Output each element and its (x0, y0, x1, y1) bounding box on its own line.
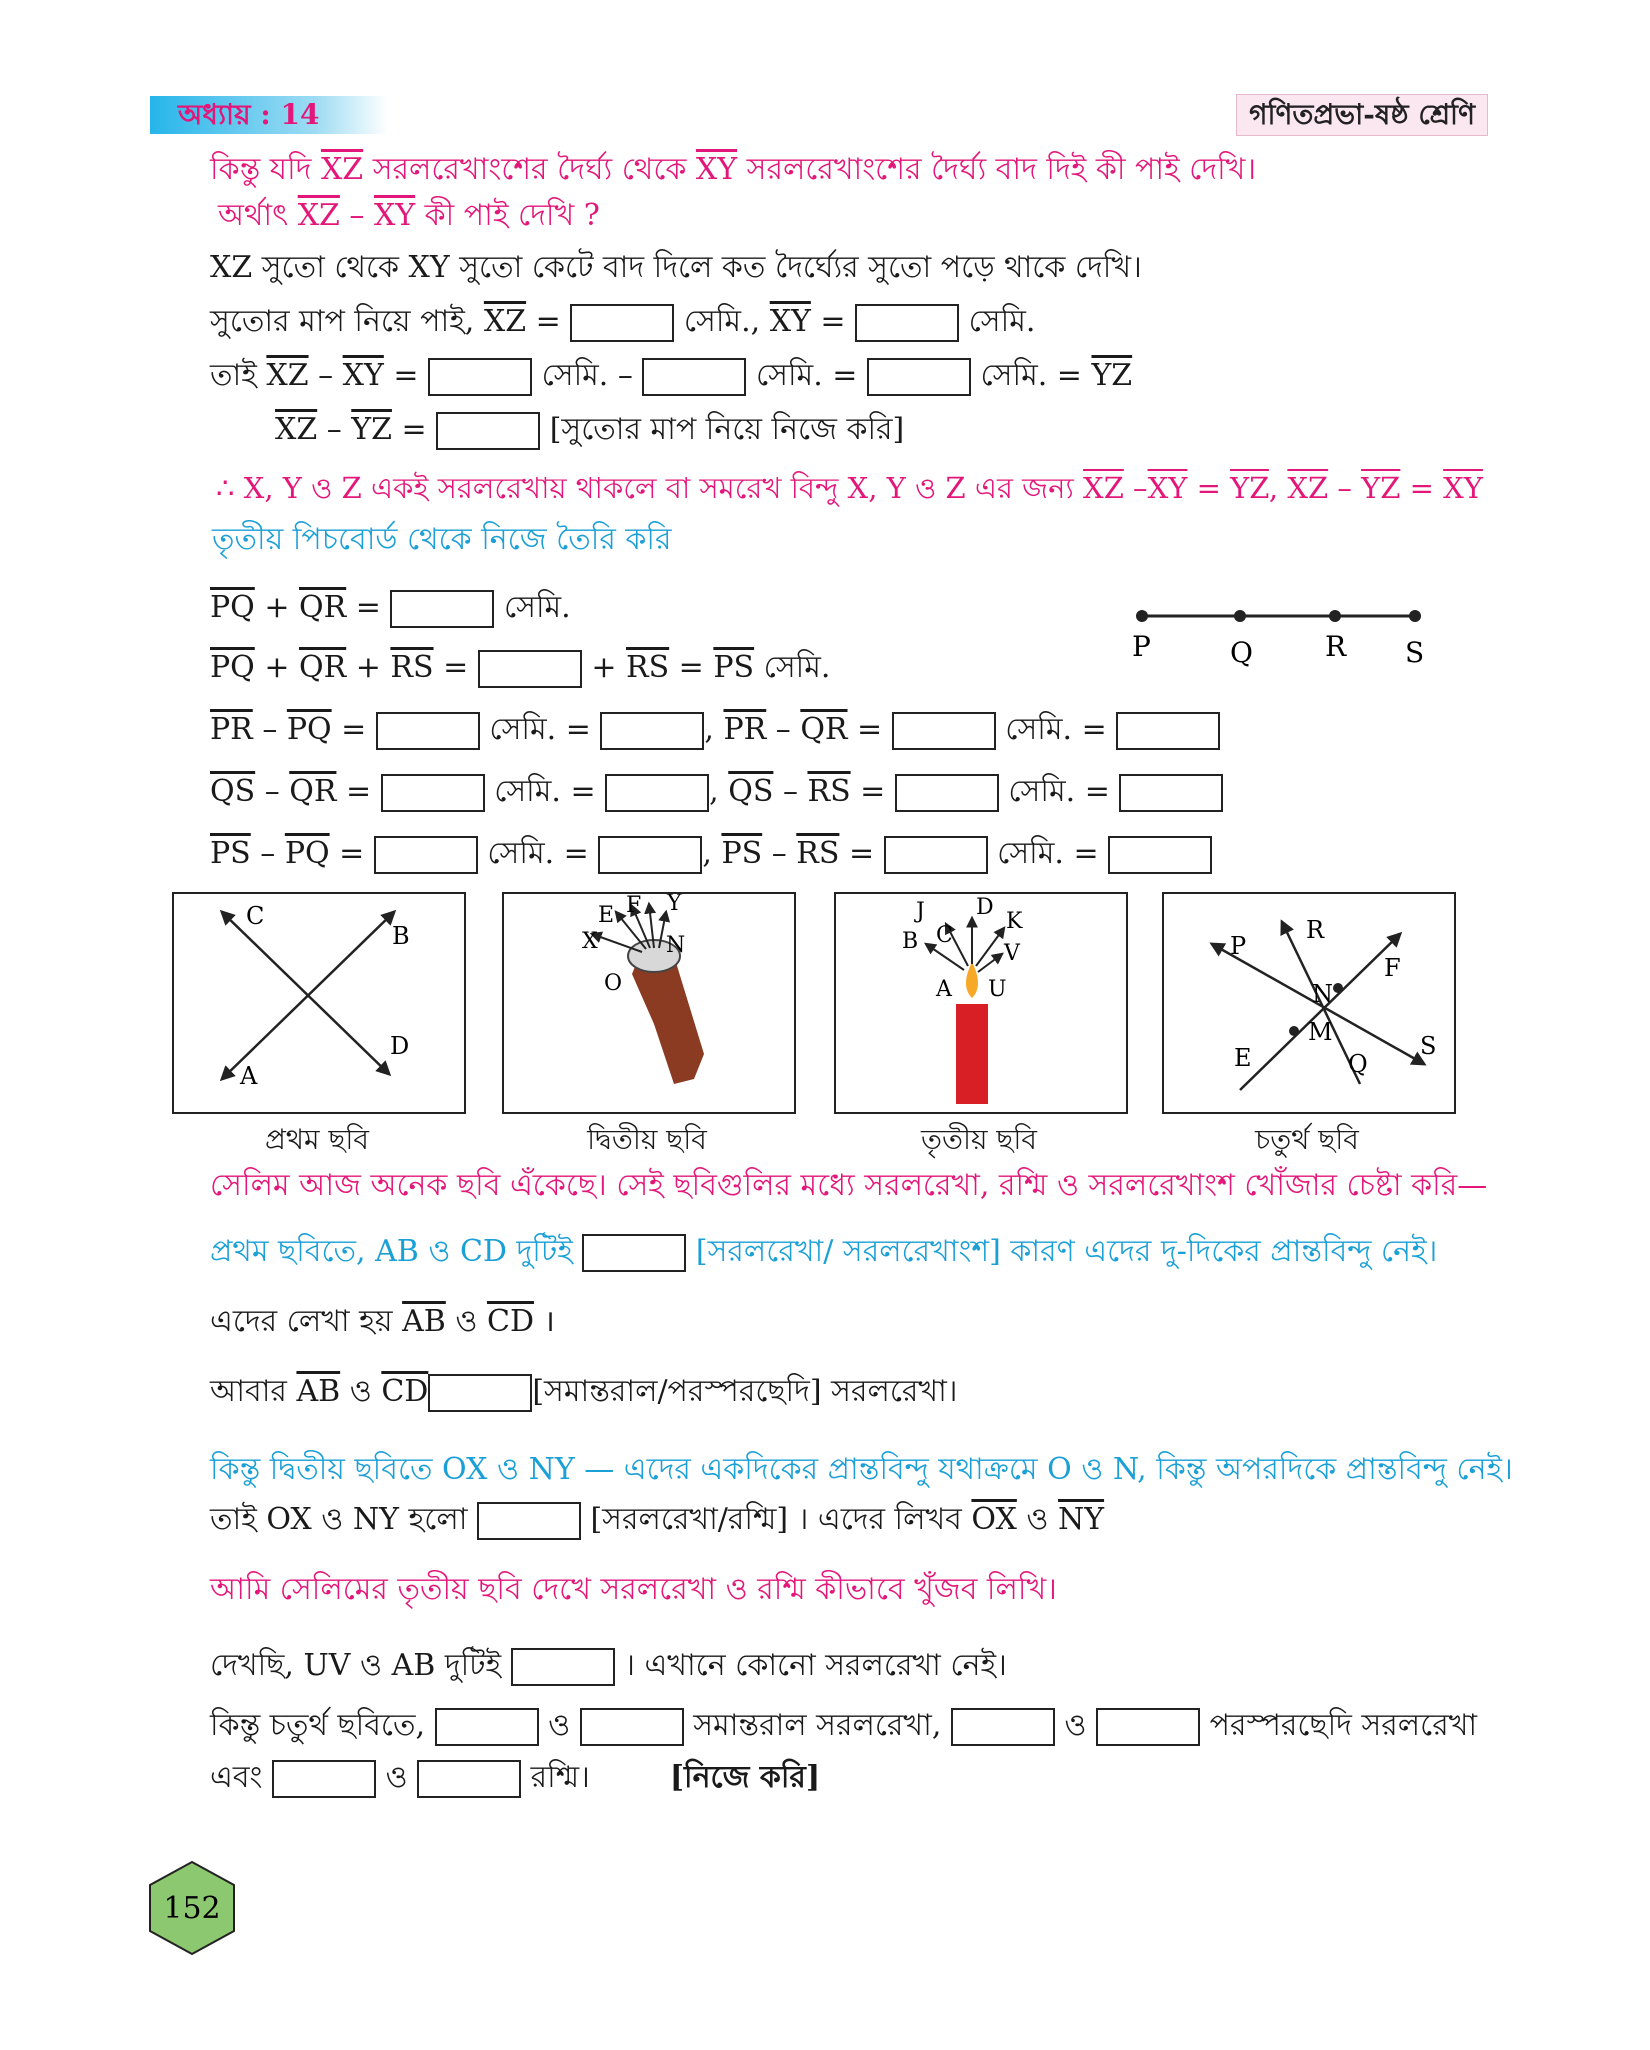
text-line: সেলিম আজ অনেক ছবি এঁকেছে। সেই ছবিগুলির মধ্যে সরলরেখা, রশ্মি ও সরলরেখাংশ খোঁজার চেষ্টা করি— (210, 1168, 1488, 1203)
text-line (216, 468, 1483, 508)
answer-box[interactable] (374, 836, 478, 874)
text: সেমি. = (980, 358, 1092, 393)
label-u: U (988, 977, 1007, 1002)
text: সেমি. (503, 590, 571, 625)
segment-label: $\overline{XY}$ (342, 358, 384, 393)
figure-1-intersecting-lines (174, 894, 464, 1112)
segment-label: $\overline{PQ}$ (284, 836, 330, 871)
answer-box[interactable] (570, 304, 674, 342)
answer-box[interactable] (390, 590, 494, 628)
segment-label: $\overline{QS}$ (728, 774, 774, 809)
candle-body (956, 1004, 988, 1104)
segment-label: $\overline{XZ}$ (483, 304, 527, 339)
segment-label: $\overline{XZ}$ (1083, 471, 1124, 505)
label-p: P (1230, 932, 1247, 960)
text-line: XZ সুতো থেকে XY সুতো কেটে বাদ দিলে কত দৈর্ঘ্যের সুতো পড়ে থাকে দেখি। (210, 250, 1142, 285)
text: = (331, 712, 376, 747)
answer-box[interactable] (951, 1708, 1055, 1746)
text: + (254, 590, 299, 625)
answer-box[interactable] (428, 358, 532, 396)
label-a: A (240, 1062, 258, 1090)
answer-box[interactable] (435, 1708, 539, 1746)
text: = (810, 304, 856, 339)
line-symbol: $\overline{CD}$ (381, 1374, 429, 1409)
text-line (210, 1372, 958, 1412)
text: সেমি. (968, 304, 1036, 339)
text-line (210, 710, 1220, 750)
text-line (210, 1758, 820, 1798)
figure-2-frame (502, 892, 796, 1114)
label-n: N (666, 933, 686, 958)
label-r: R (1306, 916, 1325, 944)
answer-box[interactable] (855, 304, 959, 342)
segment-label: $\overline{XY}$ (1443, 471, 1483, 505)
figure-3-candle (836, 894, 1126, 1112)
text-line (210, 834, 1212, 874)
text: ∴ X, Y ও Z একই সরলরেখায় থাকলে বা সমরেখ বিন্দু X, Y ও Z এর জন্য (216, 471, 1084, 505)
text: সরলরেখাংশের দৈর্ঘ্য থেকে (363, 152, 696, 187)
answer-box[interactable] (436, 412, 540, 450)
label-b: B (902, 929, 919, 954)
text: সেমি. = (494, 774, 606, 809)
answer-box[interactable] (478, 650, 582, 688)
text: সেমি. = (487, 836, 599, 871)
segment-label: $\overline{QS}$ (210, 774, 256, 809)
text: ও (375, 1760, 418, 1795)
text: = (336, 774, 381, 809)
text: – (773, 774, 808, 809)
segment-label: $\overline{XY}$ (373, 198, 416, 233)
text: = (1400, 471, 1444, 505)
text: ও (1016, 1502, 1059, 1537)
segment-label: $\overline{YZ}$ (1361, 471, 1401, 505)
text: = (847, 712, 892, 747)
text: অর্থাৎ (218, 198, 298, 233)
label-j: J (916, 899, 925, 924)
text-line: তৃতীয় পিচবোর্ড থেকে নিজে তৈরি করি (212, 522, 672, 557)
label-c: C (246, 902, 265, 930)
segment-label: $\overline{YZ}$ (1091, 358, 1133, 393)
label-s: S (1420, 1032, 1437, 1060)
caption-figure-2: দ্বিতীয় ছবি (587, 1123, 707, 1156)
text: ও (340, 1374, 382, 1409)
text: সরলরেখাংশের দৈর্ঘ্য বাদ দিই কী পাই দেখি। (737, 152, 1257, 187)
text-line (275, 410, 904, 450)
line-symbol: $\overline{AB}$ (402, 1304, 446, 1339)
text: সমান্তরাল সরলরেখা, (683, 1708, 951, 1743)
text-line (210, 648, 830, 688)
segment-label: $\overline{XZ}$ (320, 152, 364, 187)
text-line (210, 150, 1256, 190)
label-a: A (936, 977, 952, 1002)
answer-box[interactable] (642, 358, 746, 396)
line-symbol: $\overline{AB}$ (296, 1374, 341, 1409)
segment-label: $\overline{PQ}$ (210, 590, 255, 625)
label-y: Y (667, 894, 682, 916)
text: , (704, 712, 724, 747)
point-q (1234, 610, 1246, 622)
text: = (669, 650, 714, 685)
answer-box[interactable] (600, 712, 704, 750)
label-f: F (1384, 954, 1401, 982)
text: সেমি. = (755, 358, 867, 393)
text: এদের লেখা হয় (210, 1304, 403, 1339)
text: = (433, 650, 478, 685)
label-r: R (1325, 630, 1347, 663)
page-number-badge (146, 1860, 238, 1956)
segment-label: $\overline{PS}$ (713, 650, 755, 685)
text: [নিজে করি] (669, 1760, 821, 1795)
answer-box[interactable] (381, 774, 485, 812)
segment-label: $\overline{YZ}$ (351, 412, 392, 447)
figure-4-frame (1162, 892, 1456, 1114)
text: + (591, 650, 626, 685)
text: = (329, 836, 374, 871)
text: সেমি. = (1008, 774, 1120, 809)
label-q: Q (1230, 636, 1253, 669)
text-line (210, 302, 1035, 342)
point-m (1289, 1026, 1299, 1036)
label-m: M (1308, 1018, 1333, 1046)
answer-box[interactable] (1116, 712, 1220, 750)
text: সেমি. – (541, 358, 643, 393)
label-v: V (1004, 941, 1020, 966)
caption-figure-3: তৃতীয় ছবি (921, 1123, 1037, 1156)
text: – (308, 358, 343, 393)
figure-1-frame (172, 892, 466, 1114)
segment-label: $\overline{PQ}$ (210, 650, 255, 685)
text: সেমি. (754, 650, 831, 685)
answer-box[interactable] (580, 1708, 684, 1746)
text: = (346, 590, 391, 625)
segment-label: $\overline{YZ}$ (1230, 471, 1269, 505)
text: = (526, 304, 571, 339)
text: তাই OX ও NY হলো (210, 1502, 477, 1537)
text: – (317, 412, 352, 447)
text: । এখানে কোনো সরলরেখা নেই। (614, 1648, 1007, 1683)
text-line: আমি সেলিমের তৃতীয় ছবি দেখে সরলরেখা ও রশ্মি কীভাবে খুঁজব লিখি। (210, 1572, 1057, 1607)
label-c: C (936, 923, 953, 948)
text: – (252, 712, 287, 747)
text-line: কিন্তু দ্বিতীয় ছবিতে OX ও NY — এদের একদিকের প্রান্তবিন্দু যথাক্রমে O ও N, কিন্তু অপরদিকে প্রান্তবিন্দু নেই। (210, 1452, 1513, 1487)
caption-figure-4: চতুর্থ ছবি (1255, 1123, 1359, 1156)
label-q: Q (1348, 1050, 1368, 1078)
answer-box[interactable] (895, 774, 999, 812)
text: সেমি. = (489, 712, 601, 747)
text: [সুতোর মাপ নিয়ে নিজে করি] (549, 412, 905, 447)
text: সেমি., (683, 304, 770, 339)
book-title: গণিতপ্রভা-ষষ্ঠ শ্রেণি (1236, 94, 1488, 136)
text: – (766, 712, 801, 747)
text: = (1187, 471, 1231, 505)
text-line (210, 1302, 555, 1342)
text: কিন্তু যদি (210, 152, 321, 187)
figure-2-torch (504, 894, 794, 1112)
answer-box[interactable] (867, 358, 971, 396)
label-s: S (1405, 636, 1425, 669)
label-e: E (598, 903, 615, 928)
segment-label: $\overline{XY}$ (769, 304, 811, 339)
segment-label: $\overline{RS}$ (626, 650, 670, 685)
answer-box[interactable] (1108, 836, 1212, 874)
text: – (762, 836, 797, 871)
page-number: 152 (163, 1891, 221, 1926)
text-line (210, 356, 1132, 396)
text: পরস্পরছেদি সরলরেখা (1200, 1708, 1478, 1743)
segment-label: $\overline{PR}$ (723, 712, 767, 747)
text-line (210, 1500, 1104, 1540)
label-d: D (976, 895, 994, 920)
text: , (709, 774, 729, 809)
text: সেমি. = (997, 836, 1109, 871)
text: কিন্তু চতুর্থ ছবিতে, (210, 1708, 435, 1743)
label-k: K (1006, 909, 1023, 934)
text: = (391, 412, 437, 447)
segment-label: $\overline{XZ}$ (297, 198, 340, 233)
label-d: D (390, 1032, 410, 1060)
caption-figure-1: প্রথম ছবি (264, 1123, 370, 1156)
line-symbol: $\overline{CD}$ (486, 1304, 534, 1339)
answer-box[interactable] (884, 836, 988, 874)
segment-label: $\overline{PS}$ (210, 836, 251, 871)
text-line (210, 1706, 1477, 1746)
text: ও (1054, 1708, 1097, 1743)
text: – (1123, 471, 1148, 505)
ray-symbol: $\overline{NY}$ (1058, 1502, 1105, 1537)
point-n (1333, 983, 1343, 993)
point-r (1329, 610, 1341, 622)
answer-box[interactable] (1119, 774, 1223, 812)
answer-box[interactable] (417, 1760, 521, 1798)
text: কী পাই দেখি ? (415, 198, 600, 233)
segment-label: $\overline{XY}$ (695, 152, 738, 187)
text: দেখছি, UV ও AB দুটিই (210, 1648, 511, 1683)
text: = (839, 836, 884, 871)
segment-label: $\overline{QR}$ (289, 774, 337, 809)
text: ও (538, 1708, 580, 1743)
text: – (1328, 471, 1362, 505)
text: ও (445, 1304, 487, 1339)
text: = (850, 774, 895, 809)
label-p: P (1132, 630, 1151, 663)
segment-label: $\overline{QR}$ (800, 712, 848, 747)
segment-label: $\overline{PS}$ (721, 836, 763, 871)
answer-box[interactable] (428, 1374, 532, 1412)
label-n: N (1312, 980, 1333, 1008)
segment-label: $\overline{QR}$ (299, 590, 347, 625)
text: রশ্মি। (521, 1760, 590, 1795)
answer-box[interactable] (605, 774, 709, 812)
text: , (702, 836, 722, 871)
point-s (1409, 610, 1421, 622)
text: [সমান্তরাল/পরস্পরছেদি] সরলরেখা। (532, 1374, 958, 1409)
point-p (1136, 610, 1148, 622)
label-o: O (604, 971, 623, 996)
figure-3-frame (834, 892, 1128, 1114)
label-x: X (582, 929, 598, 954)
segment-label: $\overline{XY}$ (1147, 471, 1188, 505)
text: – (250, 836, 285, 871)
text: [সরলরেখা/ সরলরেখাংশ] কারণ এদের দু-দিকের প্রান্তবিন্দু নেই। (686, 1234, 1438, 1269)
segment-label: $\overline{RS}$ (796, 836, 840, 871)
segment-label: $\overline{QR}$ (299, 650, 347, 685)
ray-ef (1240, 934, 1400, 1090)
text-line (210, 1646, 1007, 1686)
text: প্রথম ছবিতে, AB ও CD দুটিই (210, 1234, 583, 1269)
text-line (210, 588, 571, 628)
answer-box[interactable] (1096, 1708, 1200, 1746)
label-e: E (1234, 1044, 1252, 1072)
segment-label: $\overline{XZ}$ (1287, 471, 1329, 505)
text: তাই (210, 358, 267, 393)
figure-4-lines-and-rays (1164, 894, 1454, 1112)
answer-box[interactable] (376, 712, 480, 750)
answer-box[interactable] (272, 1760, 376, 1798)
text-line (210, 1232, 1437, 1272)
text-line (218, 196, 600, 236)
chapter-label: অধ্যায় : 14 (150, 96, 388, 134)
answer-box[interactable] (511, 1648, 615, 1686)
answer-box[interactable] (598, 836, 702, 874)
flame (966, 962, 978, 998)
answer-box[interactable] (892, 712, 996, 750)
text: এবং (210, 1760, 272, 1795)
text: সেমি. = (1005, 712, 1117, 747)
segment-label: $\overline{RS}$ (390, 650, 434, 685)
segment-label: $\overline{PR}$ (210, 712, 253, 747)
text-line (210, 772, 1223, 812)
segment-label: $\overline{RS}$ (807, 774, 851, 809)
text: – (339, 198, 374, 233)
label-f: F (626, 894, 642, 918)
text: , (1268, 471, 1288, 505)
text: = (383, 358, 429, 393)
text: + (346, 650, 391, 685)
answer-box[interactable] (582, 1234, 686, 1272)
text: সুতোর মাপ নিয়ে পাই, (210, 304, 484, 339)
text: [সরলরেখা/রশ্মি] । এদের লিখব (580, 1502, 972, 1537)
text: আবার (210, 1374, 297, 1409)
ray-symbol: $\overline{OX}$ (971, 1502, 1017, 1537)
text: । (534, 1304, 555, 1339)
answer-box[interactable] (477, 1502, 581, 1540)
segment-label: $\overline{PQ}$ (286, 712, 332, 747)
segment-label: $\overline{XZ}$ (275, 412, 318, 447)
number-line (1110, 600, 1440, 670)
text: – (255, 774, 290, 809)
segment-label: $\overline{XZ}$ (266, 358, 309, 393)
text: + (254, 650, 299, 685)
label-b: B (392, 922, 410, 950)
